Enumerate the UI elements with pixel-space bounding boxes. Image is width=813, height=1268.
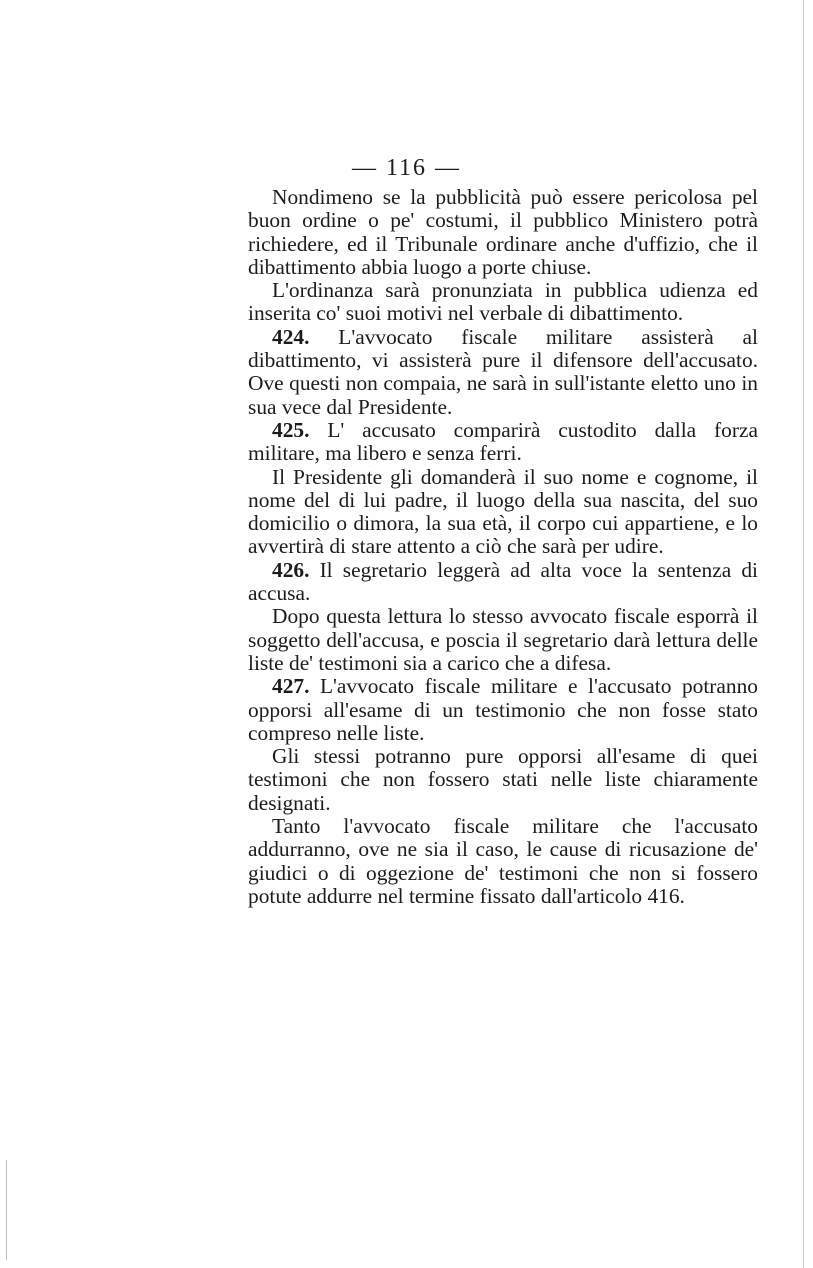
- article-number: 426.: [272, 557, 310, 582]
- paragraph-text: Gli stessi potranno pure opporsi all'esame di quei testimoni che non fossero stati nelle liste chiaramente designati.: [248, 744, 758, 815]
- body-text: [248, 186, 758, 908]
- paragraph-text: Tanto l'avvocato fiscale militare che l'accusato addurranno, ove ne sia il caso, le cause di ricusazione de' giudici o di oggezione de' testimoni che non si fossero potute addurre nel termine fissato dall'articolo 416.: [248, 814, 758, 908]
- paragraph: [248, 279, 758, 326]
- article-number: 424.: [272, 324, 310, 349]
- paragraph-text: L'ordinanza sarà pronunziata in pubblica udienza ed inserita co' suoi motivi nel verbale di dibattimento.: [248, 278, 758, 326]
- paragraph: [248, 675, 758, 745]
- paragraph-text: Il segretario leggerà ad alta voce la sentenza di accusa.: [248, 557, 758, 606]
- paragraph: [248, 466, 758, 559]
- paragraph-text: Nondimeno se la pubblicità può essere pericolosa pel buon ordine o pe' costumi, il pubblico Ministero potrà richiedere, ed il Tribunale ordinare anche d'uffizio, che il dibattimento abbia luogo a porte chiuse.: [248, 185, 758, 279]
- article-number: 425.: [272, 417, 310, 442]
- paragraph: [248, 559, 758, 606]
- paragraph-text: Dopo questa lettura lo stesso avvocato fiscale esporrà il soggetto dell'accusa, e poscia il segretario darà lettura delle liste de' testimoni sia a carico che a difesa.: [248, 604, 758, 675]
- page-edge-line: [803, 0, 804, 1268]
- article-number: 427.: [272, 674, 310, 699]
- paragraph: [248, 186, 758, 279]
- paragraph: [248, 419, 758, 466]
- paragraph-text: Il Presidente gli domanderà il suo nome e cognome, il nome del di lui padre, il luogo della sua nascita, del suo domicilio o dimora, la sua età, il corpo cui appartiene, e lo avvertirà di stare attento a ciò che sarà per udire.: [248, 464, 758, 559]
- page-number: — 116 —: [351, 155, 462, 181]
- paragraph: [248, 326, 758, 419]
- paragraph-text: L'avvocato fiscale militare assisterà al dibattimento, vi assisterà pure il difensore dell'accusato. Ove questi non compaia, ne sarà in sull'istante eletto uno in sua vece dal Presidente.: [248, 324, 758, 419]
- paragraph: [248, 815, 758, 908]
- paragraph-text: L' accusato comparirà custodito dalla forza militare, ma libero e senza ferri.: [248, 417, 758, 466]
- paragraph: [248, 605, 758, 675]
- margin-mark: [6, 1160, 7, 1260]
- paragraph-text: L'avvocato fiscale militare e l'accusato potranno opporsi all'esame di un testimonio che non fosse stato compreso nelle liste.: [248, 674, 758, 745]
- paragraph: [248, 745, 758, 815]
